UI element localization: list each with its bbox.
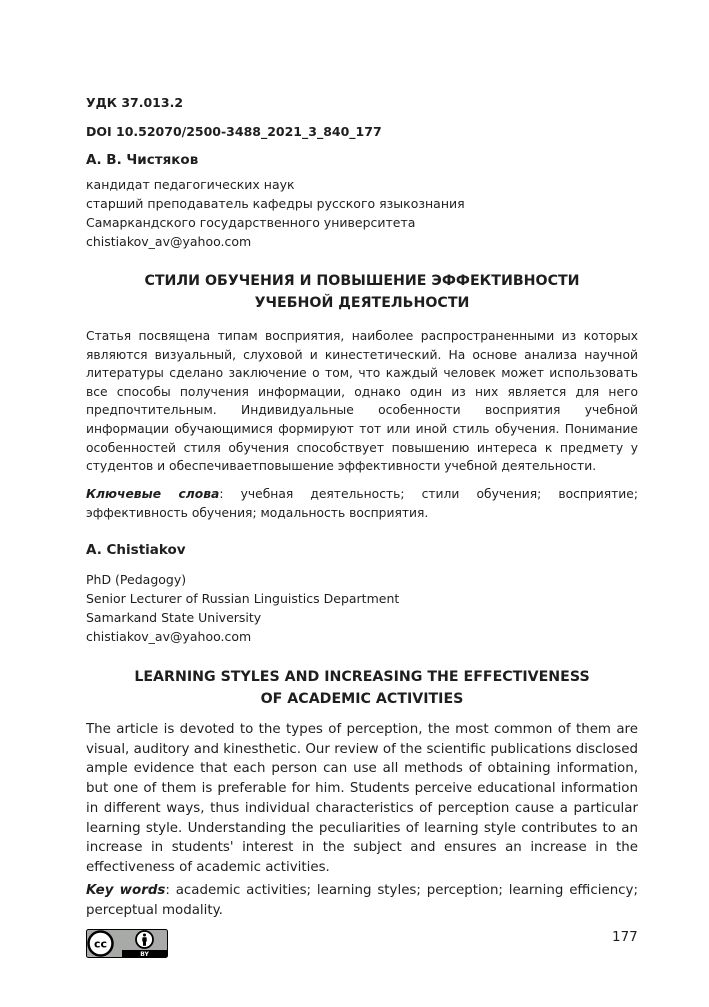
author-name-ru: А. В. Чистяков: [86, 152, 199, 168]
affiliation-line: старший преподаватель кафедры русского языкознания: [86, 196, 465, 211]
udc-code: УДК 37.013.2: [86, 95, 184, 110]
article-title-ru: [86, 270, 638, 314]
doi: DOI 10.52070/2500-3488_2021_3_840_177: [86, 124, 382, 139]
author-name-en: A. Chistiakov: [86, 542, 186, 558]
affiliation-line: PhD (Pedagogy): [86, 572, 187, 587]
by-label: BY: [140, 951, 149, 958]
article-title-en: [86, 666, 638, 710]
keywords-en: [86, 881, 638, 920]
keywords-text: : academic activities; learning styles; perception; learning efficiency; perceptual modality.: [86, 883, 638, 918]
keywords-text: : учебная деятельность; стили обучения; восприятие; эффективность обучения; модальность восприятия.: [86, 487, 638, 520]
abstract-en: The article is devoted to the types of perception, the most common of them are visual, auditory and kinesthetic. Our review of the scientific publications disclosed ample evidence that each person can use all methods of obtaining information, but one of them is preferable for him. Students perceive educational information in different ways, thus individual characteristics of perception cause a particular learning style. Understanding the peculiarities of learning style contributes to an increase in students' interest in the subject and ensures an increase in the effectiveness of academic activities.: [86, 722, 638, 875]
affiliation-en: [86, 570, 399, 646]
cc-badge: [86, 929, 168, 958]
author-email-en: chistiakov_av@yahoo.com: [86, 629, 252, 644]
keywords-ru: [86, 485, 638, 522]
keywords-label: Ключевые слова: [86, 487, 220, 501]
author-email-ru: chistiakov_av@yahoo.com: [86, 234, 252, 249]
affiliation-line: кандидат педагогических наук: [86, 177, 295, 192]
affiliation-line: Самаркандского государственного университета: [86, 215, 416, 230]
title-line: OF ACADEMIC ACTIVITIES: [260, 691, 464, 707]
title-line: СТИЛИ ОБУЧЕНИЯ И ПОВЫШЕНИЕ ЭФФЕКТИВНОСТИ: [144, 273, 580, 289]
title-line: УЧЕБНОЙ ДЕЯТЕЛЬНОСТИ: [254, 295, 470, 311]
cc-by-license-icon: [86, 929, 168, 958]
title-line: LEARNING STYLES AND INCREASING THE EFFECTIVENESS: [134, 669, 590, 685]
affiliation-line: Senior Lecturer of Russian Linguistics Department: [86, 591, 400, 606]
keywords-label: Key words: [86, 883, 166, 898]
cc-mark: cc: [93, 937, 108, 951]
affiliation-line: Samarkand State University: [86, 610, 262, 625]
abstract-ru: Статья посвящена типам восприятия, наиболее распространенными из которых являются визуальный, слуховой и кинестетический. На основе анализа научной литературы сделано заключение о том, что каждый человек может использовать все способы получения информации, однако один из них является для него предпочтительным. Индивидуальные особенности восприятия учебной информации обучающимися формируют тот или иной стиль обучения. Понимание особенностей стиля обучения способствует повышению интереса к предмету у студентов и обеспечиваетповышение эффективности учебной деятельности.: [86, 329, 638, 474]
page-number: 177: [612, 929, 638, 945]
affiliation-ru: [86, 175, 465, 251]
